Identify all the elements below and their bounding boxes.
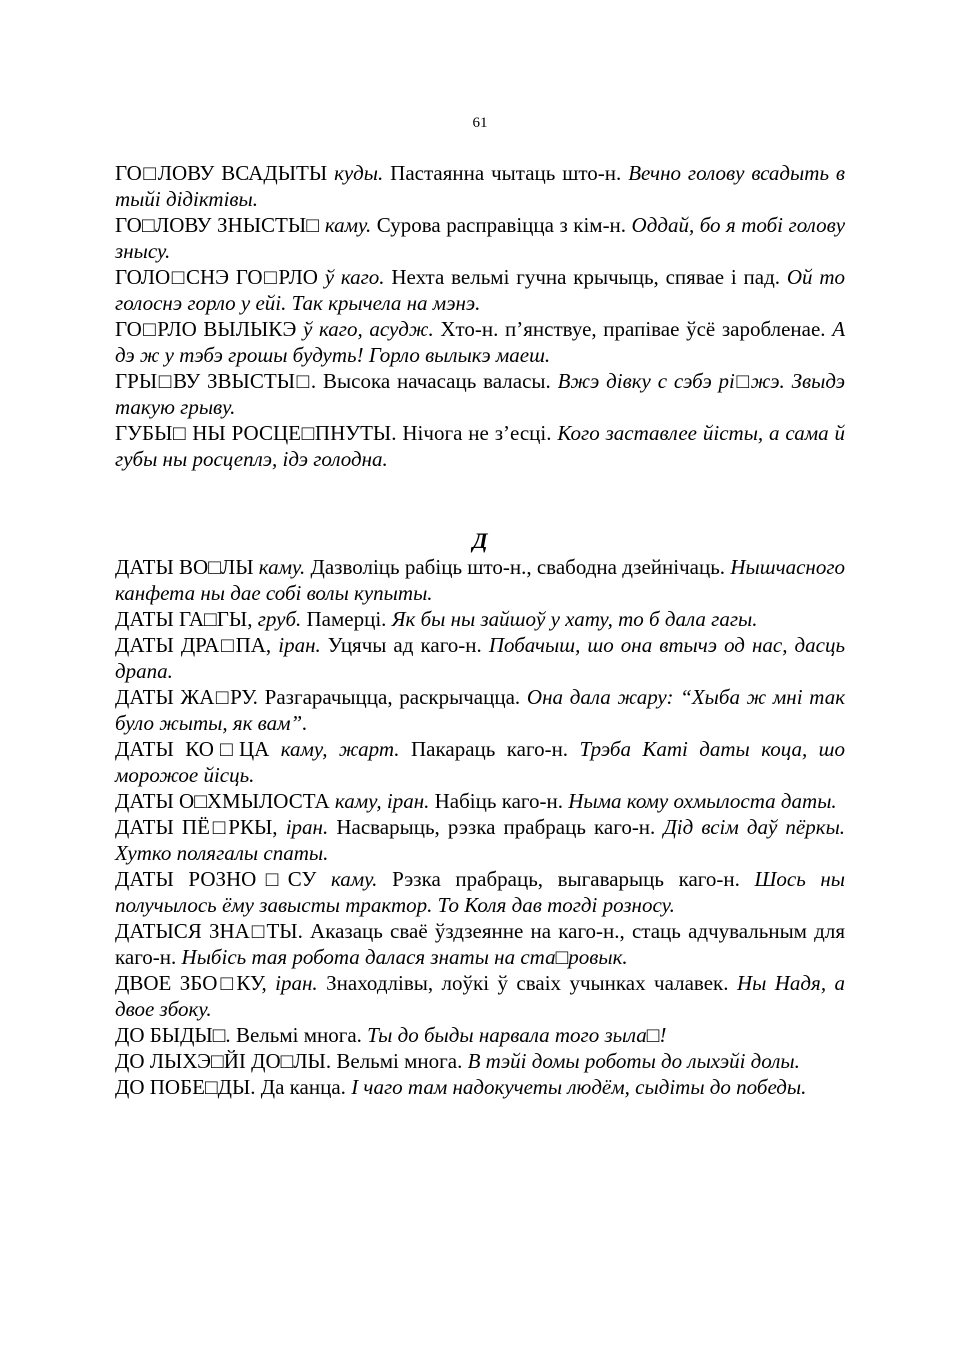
entry-example: В тэйі домы роботы до лыхэйі долы.: [467, 1049, 800, 1073]
entry-headword: ДАТЫ ВО□ЛЫ: [115, 555, 254, 579]
entry-example: Ныбісь тая робота далася знаты на ста□ровык.: [181, 945, 628, 969]
entry-headword: ГУБЫ□ НЫ РОСЦЕ□ПНУТЫ.: [115, 421, 397, 445]
entry-grammar-note: іран.: [278, 633, 321, 657]
entry-example: Ныма кому охмылоста даты.: [568, 789, 837, 813]
entry-example: А дэ ж у тэбэ грошы будуть! Горло вылыкэ маеш.: [115, 317, 846, 367]
entry-headword: ДВОЕ ЗБО□КУ,: [115, 971, 267, 995]
entry-headword: ДАТЫ КО□ЦА: [115, 737, 270, 761]
page-number: 61: [472, 115, 488, 131]
entry-definition: Хто-н. п’янствуе, прапівае ўсё заробленае.: [440, 317, 826, 341]
dictionary-entry: [115, 420, 845, 472]
entry-grammar-note: каму, жарт.: [280, 737, 400, 761]
entry-definition: Насварыць, рэзка прабраць каго-н.: [336, 815, 656, 839]
entry-example: Кого заставлее йісты, а сама й губы ны росцеплэ, ідэ голодна.: [115, 421, 846, 471]
entry-headword: ДАТЫ ДРА□ПА,: [115, 633, 272, 657]
entry-definition: Уцячы ад каго-н.: [327, 633, 482, 657]
entry-headword: ГО□ЛОВУ ВСАДЫТЫ: [115, 161, 328, 185]
dictionary-entry: [115, 632, 845, 684]
dictionary-entry: [115, 1048, 845, 1074]
entry-example: Шось ны получылось ёму завысты трактор. То Коля дав тогді розносу.: [115, 867, 846, 917]
entry-definition: Нехта вельмі гучна крычыць, спявае і пад.: [391, 265, 781, 289]
entry-grammar-note: каму.: [324, 213, 372, 237]
entry-headword: ДАТЫ ГА□ГЫ,: [115, 607, 253, 631]
section-letter: Д: [472, 528, 488, 553]
entry-headword: ДАТЫ ЖА□РУ.: [115, 685, 258, 709]
entry-definition: Пакараць каго-н.: [411, 737, 569, 761]
entry-example: Она дала жару: “Хыба ж мні так було жыты, як вам”.: [115, 685, 846, 735]
dictionary-entry: [115, 160, 845, 212]
dictionary-entry: [115, 866, 845, 918]
entry-headword: ГО□ЛОВУ ЗНЫСТЫ□: [115, 213, 320, 237]
dictionary-entry: [115, 212, 845, 264]
entry-definition: Знаходлівы, лоўкі ў сваіх учынках чалавек.: [326, 971, 729, 995]
entry-example: Побачыш, шо она втычэ од нас, дасць драпа.: [115, 633, 845, 683]
entry-grammar-note: іран.: [285, 815, 329, 839]
entries-group-before: [115, 160, 845, 472]
dictionary-entry: [115, 316, 845, 368]
entry-example: Як бы ны зайшоў у хату, то б дала гагы.: [391, 607, 758, 631]
entry-grammar-note: іран.: [275, 971, 318, 995]
entry-example: Вечно голову всадыть в тыйі дідіктівы.: [115, 161, 846, 211]
dictionary-entry: [115, 1074, 845, 1100]
entry-definition: Нічога не з’есці.: [402, 421, 552, 445]
dictionary-entry: [115, 606, 845, 632]
entry-headword: ДАТЫ О□ХМЫЛОСТА: [115, 789, 330, 813]
entry-example: Оддай, бо я тобі голову знысу.: [115, 213, 846, 263]
entry-example: І чаго там надокучеты людём, сыдіты до победы.: [351, 1075, 807, 1099]
entry-definition: Памерці.: [306, 607, 387, 631]
entry-grammar-note: каму.: [330, 867, 378, 891]
entry-example: Ны Надя, а двое збоку.: [115, 971, 846, 1021]
entry-definition: Разгарачыцца, раскрычацца.: [264, 685, 521, 709]
entry-headword: ГРЫ□ВУ ЗВЫСТЫ□.: [115, 369, 317, 393]
dictionary-content: [115, 160, 845, 1100]
entry-definition: Вельмі многа.: [336, 1049, 463, 1073]
dictionary-entry: [115, 554, 845, 606]
entry-headword: ДАТЫ ПЁ□РКЫ,: [115, 815, 278, 839]
entry-headword: ГО□РЛО ВЫЛЫКЭ: [115, 317, 297, 341]
dictionary-entry: [115, 814, 845, 866]
dictionary-entry: [115, 684, 845, 736]
entry-definition: Набіць каго-н.: [434, 789, 563, 813]
entry-headword: ДАТЫ РОЗНО□СУ: [115, 867, 317, 891]
entry-example: Дід всім даў пёркы. Хутко полягалы спаты.: [115, 815, 846, 865]
entry-headword: ДО ПОБЕ□ДЫ.: [115, 1075, 256, 1099]
dictionary-entry: [115, 264, 845, 316]
entry-headword: ГОЛО□СНЭ ГО□РЛО: [115, 265, 318, 289]
entry-definition: Да канца.: [260, 1075, 346, 1099]
entry-headword: ДО ЛЫХЭ□ЙІ ДО□ЛЫ.: [115, 1049, 332, 1073]
entry-grammar-note: куды.: [334, 161, 384, 185]
dictionary-entry: [115, 970, 845, 1022]
entry-definition: Вельмі многа.: [235, 1023, 362, 1047]
entry-grammar-note: груб.: [257, 607, 302, 631]
entry-definition: Аказаць сваё ўздзеянне на каго-н., стаць адчувальным для каго-н.: [115, 919, 845, 969]
entry-example: Ты до быды нарвала того зыла□!: [367, 1023, 667, 1047]
entry-headword: ДАТЫСЯ ЗНА□ТЫ.: [115, 919, 303, 943]
entries-group-after: [115, 554, 845, 1100]
entry-definition: Сурова расправіцца з кім-н.: [376, 213, 627, 237]
section-gap: [115, 472, 845, 528]
entry-grammar-note: ў каго, асудж.: [303, 317, 434, 341]
entry-grammar-note: ў каго.: [324, 265, 385, 289]
dictionary-entry: [115, 1022, 845, 1048]
entry-definition: Рэзка прабраць, выгаварыць каго-н.: [392, 867, 740, 891]
entry-definition: Высока начасаць валасы.: [323, 369, 551, 393]
entry-example: Нышчасного канфета ны дае собі волы купыты.: [115, 555, 846, 605]
dictionary-entry: [115, 788, 845, 814]
entry-example: Вжэ дівку с сэбэ рі□жэ. Звыдэ такую грыву.: [115, 369, 845, 419]
entry-grammar-note: каму.: [258, 555, 306, 579]
entry-headword: ДО БЫДЫ□.: [115, 1023, 231, 1047]
dictionary-entry: [115, 918, 845, 970]
entry-grammar-note: каму, іран.: [334, 789, 430, 813]
dictionary-entry: [115, 736, 845, 788]
dictionary-entry: [115, 368, 845, 420]
entry-definition: Дазволіць рабіць што-н., свабодна дзейнічаць.: [310, 555, 726, 579]
entry-example: Трэба Каті даты коца, шо морожое йісць.: [115, 737, 846, 787]
entry-definition: Пастаянна чытаць што-н.: [390, 161, 622, 185]
entry-example: Ой то голоснэ горло у ейі. Так крычела на мэнэ.: [115, 265, 846, 315]
